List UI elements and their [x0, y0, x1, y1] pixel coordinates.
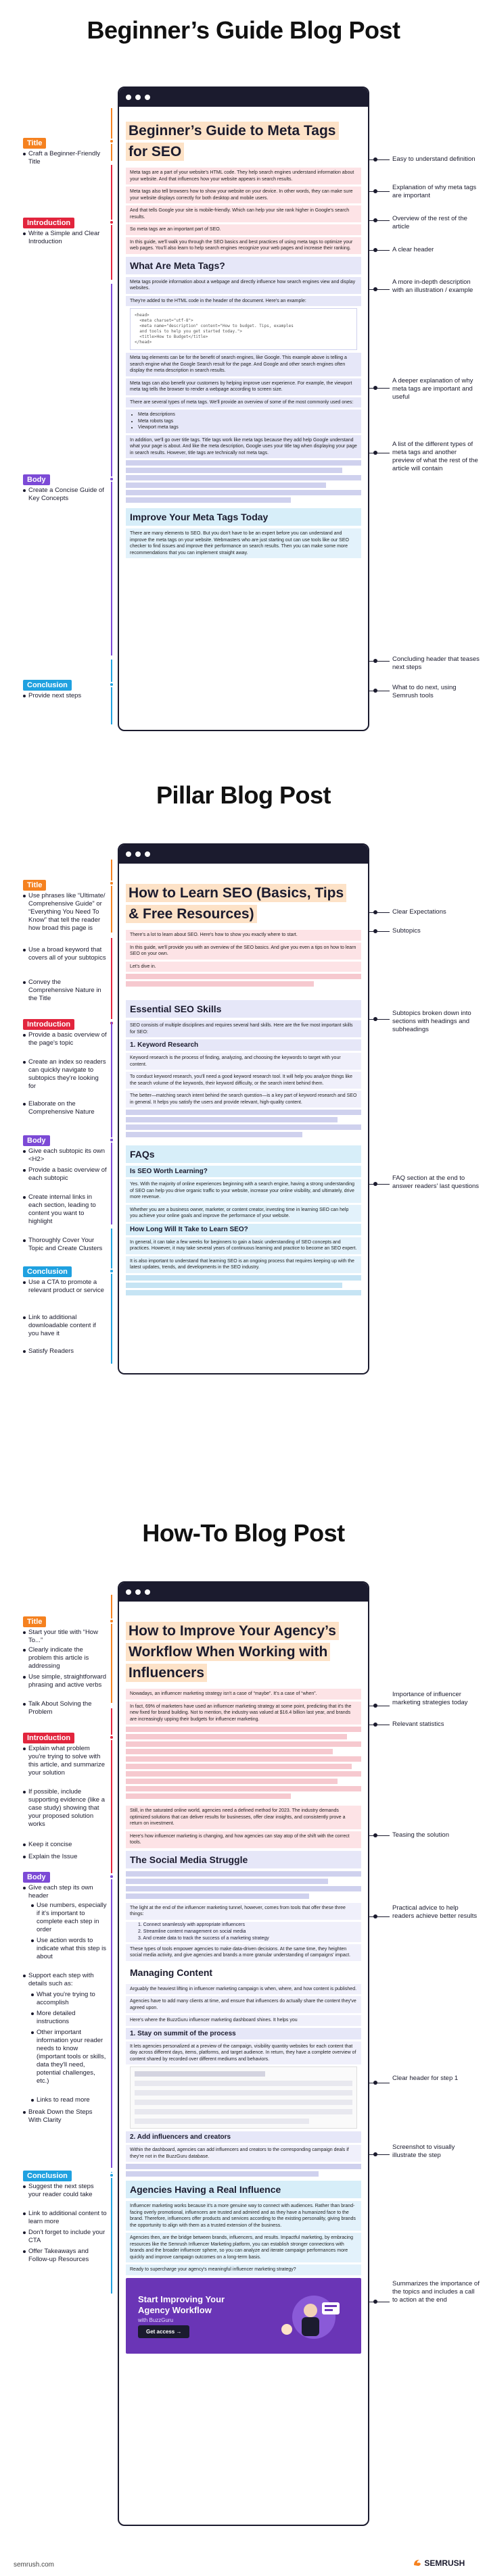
left-item: Talk About Solving the Problem [28, 1700, 107, 1716]
conclusion-paragraph: Ready to supercharge your agency's meaningful influencer marketing strategy? [126, 2264, 361, 2275]
placeholder-line [126, 1741, 361, 1747]
placeholder-line [126, 1771, 361, 1777]
screenshot-row [135, 2100, 352, 2105]
list-item: • Meta descriptions [138, 412, 357, 418]
left-item: If possible, include supporting evidence (like a case study) showing that your proposed solution works [28, 1788, 107, 1829]
post-title: How to Learn SEO (Basics, Tips & Free Resources) [126, 884, 346, 923]
left-item: Keep it concise [28, 1841, 107, 1849]
body-paragraph: The light at the end of the influencer marketing tunnel, however, comes from tools that offer these three things: [126, 1903, 361, 1920]
left-item: Start your title with “How To...” [28, 1629, 107, 1645]
body-dot [109, 1874, 114, 1879]
label-introduction: Introduction [23, 1019, 74, 1030]
left-item: Give each subtopic its own <H2> [28, 1147, 107, 1164]
connector-dot [373, 1723, 377, 1727]
body-paragraph: Within the dashboard, agencies can add influencers and creators to the corresponding campaign deals if they're not in the BuzzGuru database. [126, 2145, 361, 2162]
placeholder-line [126, 1132, 302, 1137]
left-item: Provide a basic overview of the page's topic [28, 1031, 107, 1047]
body-paragraph: Arguably the heaviest lifting in influencer marketing campaign is when, where, and how content is published. [126, 1984, 361, 1995]
conclusion-bar [111, 2172, 112, 2294]
label-body: Body [23, 1872, 50, 1883]
faq-question: Is SEO Worth Learning? [126, 1166, 361, 1177]
conclusion-paragraph: Agencies then, are the bridge between brands, influencers, and results. Impactful marketing, by embracing resources like the Semrush Influencer Marketing platform, you can establish stronger connections with brands and the broader influencer sphere, so you can analyze and iterate campaign performances more quickly and improve campaign outcomes on a long-term basis. [126, 2233, 361, 2262]
body-paragraph: They're added to the HTML code in the header of the document. Here's an example: [126, 296, 361, 307]
connector [369, 661, 390, 662]
annotation: Relevant statistics [392, 1720, 444, 1728]
body-paragraph: Meta tags can also benefit your customers by helping improve user experience. For example, the viewport meta tag tells the browser to render a webpage according to screen size. [126, 378, 361, 395]
placeholder-line [126, 1786, 361, 1791]
left-item: Explain the Issue [28, 1853, 107, 1861]
connector-dot [373, 659, 377, 663]
left-item: Clearly indicate the problem this article is addressing [28, 1646, 107, 1670]
connector-dot [373, 287, 377, 291]
section-heading: What Are Meta Tags? [126, 257, 361, 274]
placeholder-line [126, 1893, 309, 1899]
intro-paragraph: Here's how influencer marketing is changing, and how agencies can stay atop of the shift with the correct tools. [126, 1831, 361, 1848]
left-item: Support each step with details such as: [28, 1972, 107, 1988]
list-item: 1. Connect seamlessly with appropriate influencers [138, 1922, 245, 1927]
left-item: Create internal links in each section, leading to content you want to highlight [28, 1193, 107, 1226]
step-heading: 2. Add influencers and creators [126, 2131, 361, 2143]
conclusion-dot [109, 682, 114, 687]
body-paragraph: To conduct keyword research, you'll need a good keyword research tool. It will help you analyze things like the search volume of the keywords, their keyword difficulty, or the search intent behind them. [126, 1072, 361, 1089]
placeholder-line [126, 1886, 361, 1891]
label-title: Title [23, 1616, 46, 1627]
body-paragraph: Agencies have to add many clients at time, and ensure that influencers do actually share the content they've agreed upon. [126, 1996, 361, 2013]
connector [369, 250, 390, 251]
title-dot [109, 1618, 114, 1624]
body-bar [111, 1877, 112, 2168]
subsection-heading: Managing Content [126, 1964, 361, 1981]
left-item: Use a CTA to promote a relevant product or service [28, 1279, 107, 1295]
cta-title: Start Improving Your Agency Workflow [138, 2294, 225, 2315]
intro-paragraph: Nowadays, an influencer marketing strategy isn't a case of “maybe”. It's a case of “when”. [126, 1689, 361, 1700]
left-item: Link to additional content to learn more [28, 2210, 107, 2226]
connector-dot [373, 1017, 377, 1021]
intro-paragraph: Still, in the saturated online world, agencies need a defined method for 2023. The industry demands optimized solutions that can deliver results for businesses, offer clear insights, and consistently prove a return on investment. [126, 1806, 361, 1829]
conclusion-paragraph: There are many elements to SEO. But you don't have to be an expert before you can understand and improve the meta tags on your website. Webmasters who are just starting out can use tools like our SEO checker to find issues and improve their performance on search results. Then you can make some more recommendations that you can implement straight away. [126, 528, 361, 558]
placeholder-line [126, 482, 326, 488]
label-body: Body [23, 474, 50, 485]
body-paragraph: These types of tools empower agencies to make data-driven decisions. At the same time, they heighten social media activity, and give agencies and brands a more granular understanding of campaigns' impact. [126, 1944, 361, 1961]
placeholder-line [126, 1764, 352, 1769]
connector [369, 388, 390, 389]
title-bar [111, 1595, 112, 1703]
blog-mockup-beginner [118, 86, 369, 731]
placeholder-line [126, 1283, 342, 1288]
intro-bar [111, 1708, 112, 1873]
left-item: Break Down the Steps With Clarity [28, 2108, 107, 2125]
blog-mockup-pillar [118, 843, 369, 1374]
label-title: Title [23, 138, 46, 149]
body-paragraph: SEO consists of multiple disciplines and requires several hard skills. Here are the five most important skills for SEO: [126, 1020, 361, 1037]
placeholder-line [126, 2164, 361, 2169]
body-paragraph: Meta tags provide information about a webpage and directly influence how search engines view and display websites. [126, 277, 361, 294]
left-item: Offer Takeaways and Follow-up Resources [28, 2248, 107, 2264]
annotation: A clear header [392, 246, 434, 253]
faq-question: How Long Will It Take to Learn SEO? [126, 1224, 361, 1235]
body-paragraph: The better—matching search intent behind the search question—is a key part of keyword research and SEO in general. It helps you satisfy the users and provide relevant, high-quality content. [126, 1091, 361, 1108]
left-item: Other important information your reader needs to know (important tools or skills, data they'll need, potential challenges, etc.) [37, 2029, 107, 2085]
intro-paragraph: And that tells Google your site is mobile-friendly. Which can help your site rank higher in Google's search results. [126, 205, 361, 222]
body-paragraph: In addition, we'll go over title tags. Title tags work like meta tags because they add help Google understand what your page is about. And like the meta description, Google uses your title tag when displaying your page in search results. However, title tags are technically not meta tags. [126, 435, 361, 459]
body-paragraph: It lets agencies personalized at a preview of the campaign, visibility quantity websites for each content that day across different days, items, platforms, and target audience. In return, they have a complete overview of content shared by recorded over different mediums and behaviors. [126, 2041, 361, 2065]
conclusion-bar [111, 660, 112, 724]
left-item: Use phrases like “Ultimate/ Comprehensive Guide” or “Everything You Need To Know” that tell the reader how broad this page is [28, 892, 107, 933]
connector [369, 1916, 390, 1917]
post-title: Beginner’s Guide to Meta Tags for SEO [126, 122, 339, 161]
placeholder-line [126, 981, 314, 987]
section-heading: Essential SEO Skills [126, 1000, 361, 1018]
annotation: Explanation of why meta tags are important [392, 184, 477, 199]
connector-dot [373, 2081, 377, 2085]
connector [369, 191, 390, 192]
connector-dot [373, 248, 377, 252]
left-item: Elaborate on the Comprehensive Nature [28, 1100, 107, 1116]
annotation: What to do next, using Semrush tools [392, 684, 457, 699]
placeholder-line [126, 1110, 361, 1115]
conclusion-heading: Improve Your Meta Tags Today [126, 508, 361, 526]
faq-heading: FAQs [126, 1145, 361, 1163]
annotation: A deeper explanation of why meta tags are important and useful [392, 377, 473, 401]
connector-dot [373, 689, 377, 693]
body-paragraph: Meta tag elements can be for the benefit of search engines, like Google. This example above is telling a search engine what the Google Search result for the page. And Google and other search engines often display the meta description in search results. [126, 353, 361, 376]
faq-answer: Yes. With the majority of online experiences beginning with a search engine, having a strong understanding of SEO can help you drive organic traffic to your website, increase your online visibility, and ultimately, drive more revenue. [126, 1179, 361, 1203]
blog-mockup-howto [118, 1581, 369, 2526]
conclusion-bar [111, 1229, 112, 1364]
title-bar [111, 108, 112, 161]
intro-paragraph: Meta tags are a part of your website's HTML code. They help search engines understand information about your website. And that influences how your website appears in search results. [126, 168, 361, 184]
placeholder-line [126, 490, 361, 495]
left-item: Use a broad keyword that covers all of your subtopics [28, 946, 107, 962]
logo-text: SEMRUSH [424, 2558, 465, 2568]
connector-dot [373, 910, 377, 914]
connector-dot [373, 1182, 377, 1186]
placeholder-line [126, 1727, 361, 1732]
left-item: Write a Simple and Clear Introduction [28, 230, 107, 246]
annotation: Screenshot to visually illustrate the step [392, 2144, 455, 2159]
footer-domain[interactable]: semrush.com [14, 2561, 55, 2569]
connector [369, 1835, 390, 1836]
connector-dot [373, 1833, 377, 1837]
annotation: A more in-depth description with an illustration / example [392, 278, 473, 294]
body-paragraph: There are several types of meta tags. We'll provide an overview of some of the most commonly used ones: [126, 397, 361, 408]
annotation: Subtopics [392, 927, 421, 935]
left-item: Create an index so readers can quickly navigate to subtopics they're looking for [28, 1058, 107, 1091]
connector-dot [373, 2152, 377, 2156]
faq-answer: In general, it can take a few weeks for beginners to gain a basic understanding of SEO concepts and practices. However, it may take several years of continuous learning and practice to become an SEO expert. [126, 1237, 361, 1254]
left-item: Use numbers, especially if it's important to complete each step in order [37, 1902, 107, 1934]
meta-tag-list [126, 410, 361, 433]
placeholder-line [126, 2171, 319, 2177]
connector [369, 159, 390, 160]
placeholder-line [126, 1871, 361, 1877]
placeholder-line [126, 1275, 361, 1281]
connector [369, 1184, 390, 1185]
label-body: Body [23, 1135, 50, 1146]
section-heading: The Social Media Struggle [126, 1851, 361, 1868]
annotation: Overview of the rest of the article [392, 215, 467, 230]
intro-bar [111, 938, 112, 1019]
cta-banner [126, 2278, 361, 2354]
section-title-pillar: Pillar Blog Post [156, 781, 331, 809]
body-bar [111, 1022, 112, 1224]
label-introduction: Introduction [23, 218, 74, 228]
connector [369, 2154, 390, 2155]
numbered-list [126, 1922, 361, 1942]
placeholder-line [126, 1290, 361, 1295]
window-bar [119, 845, 368, 864]
annotation: Summarizes the importance of the topics and includes a call to action at the end [392, 2280, 480, 2304]
annotation: Subtopics broken down into sections with headings and subheadings [392, 1010, 471, 1033]
list-item: • Viewport meta tags [138, 424, 357, 431]
connector-dot [373, 451, 377, 455]
connector [369, 912, 390, 913]
placeholder-line [126, 1749, 333, 1754]
flame-icon [413, 2558, 422, 2567]
intro-paragraph: Let's dive in. [126, 962, 361, 972]
list-item: 3. And create data to track the success of a marketing strategy [138, 1935, 269, 1941]
list-item: 2. Streamline content management on social media [138, 1929, 246, 1934]
label-conclusion: Conclusion [23, 2171, 72, 2181]
illustration-icon [273, 2290, 348, 2344]
label-conclusion: Conclusion [23, 680, 72, 691]
annotation: A list of the different types of meta tags and another preview of what the rest of the article will contain [392, 441, 478, 472]
left-item: Links to read more [37, 2096, 107, 2104]
connector-dot [373, 218, 377, 222]
placeholder-line [126, 1124, 361, 1130]
placeholder-line [126, 1756, 361, 1762]
left-item: Suggest the next steps your reader could take [28, 2183, 107, 2199]
cta-button[interactable]: Get access → [138, 2325, 189, 2338]
left-item: Use simple, straightforward phrasing and active verbs [28, 1673, 107, 1689]
body-dot [109, 1137, 114, 1143]
list-item: • Meta robots tags [138, 418, 357, 425]
conclusion-heading: Agencies Having a Real Influence [126, 2181, 361, 2198]
intro-paragraph: So meta tags are an important part of SEO. [126, 224, 361, 235]
step-heading: 1. Stay on summit of the process [126, 2028, 361, 2039]
intro-paragraph: There's a lot to learn about SEO. Here's how to show you exactly where to start. [126, 930, 361, 941]
intro-dot [109, 1735, 114, 1740]
left-item: Provide next steps [28, 692, 107, 700]
connector-dot [373, 157, 377, 162]
left-item: More detailed instructions [37, 2010, 107, 2026]
window-bar [119, 1583, 368, 1602]
annotation: Easy to understand definition [392, 155, 476, 163]
placeholder-line [126, 1879, 328, 1884]
left-item: Create a Concise Guide of Key Concepts [28, 487, 107, 503]
placeholder-line [126, 497, 291, 503]
connector [369, 289, 390, 290]
label-introduction: Introduction [23, 1733, 74, 1743]
connector [369, 220, 390, 221]
left-item: What you're trying to accomplish [37, 1991, 107, 2007]
connector-dot [373, 386, 377, 390]
connector-dot [373, 189, 377, 193]
left-item: Satisfy Readers [28, 1347, 107, 1356]
placeholder-line [126, 460, 361, 466]
conclusion-paragraph: Influencer marketing works because it's a more genuine way to connect with audiences. Rather than brand-facing overly promotional, influencers are trusted and admired and as they have a humanized face to the brand. Therefore, influencers offer products and services according to the existing personality, giving brands the opportunity to align with them as a trusted extension of the business. [126, 2201, 361, 2231]
intro-paragraph: In this guide, we'll provide you with an overview of the SEO basics. And give you even a tips on how to learn SEO on your own. [126, 943, 361, 960]
intro-paragraph: Meta tags also tell browsers how to show your website on your device. In other words, they can make sure your website displays correctly for both desktop and mobile users. [126, 187, 361, 203]
left-item: Use action words to indicate what this step is about [37, 1937, 107, 1961]
placeholder-line [126, 475, 361, 480]
intro-paragraph: In this guide, we'll walk you through the SEO basics and best practices of using meta tags to optimize your web pages. You'll also learn to help search engines recognize your web pages and increase their ranking. [126, 237, 361, 254]
annotation: Importance of influencer marketing strategies today [392, 1691, 468, 1706]
title-bar [111, 860, 112, 933]
annotation: Concluding header that teases next steps [392, 655, 480, 671]
screenshot-row [135, 2090, 352, 2096]
left-item: Thoroughly Cover Your Topic and Create Clusters [28, 1237, 107, 1253]
placeholder-line [126, 1734, 347, 1739]
placeholder-line [126, 468, 342, 473]
connector [369, 1019, 390, 1020]
body-dot [109, 476, 114, 482]
dashboard-screenshot [130, 2066, 357, 2129]
connector-dot [373, 929, 377, 933]
body-paragraph: Keyword research is the process of finding, analyzing, and choosing the keywords to target with your content. [126, 1053, 361, 1070]
annotation: Teasing the solution [392, 1831, 449, 1839]
conclusion-dot [109, 1268, 114, 1274]
left-item: Explain what problem you're trying to solve with this article, and summarize your solution [28, 1745, 107, 1777]
connector-dot [373, 1704, 377, 1708]
screenshot-row [135, 2081, 352, 2086]
intro-paragraph: In fact, 69% of marketers have used an influencer marketing strategy at some point, predicting that it's the new fixed for brand building. Not to mention, the industry was valued at $16.4 billion last year, and brands are increasingly upping their budgets for influencer marketing. [126, 1702, 361, 1725]
title-dot [109, 139, 114, 144]
placeholder-line [126, 1117, 338, 1122]
label-conclusion: Conclusion [23, 1266, 72, 1277]
code-example: <head> <meta charset="utf-8"> <meta name="description" content="How to budget. Tips, examples and tools to help you get started today."> <title>How to Budget</title> </head> [130, 308, 357, 350]
left-item: Give each step its own header [28, 1884, 107, 1900]
placeholder-line [126, 1793, 291, 1799]
semrush-logo [413, 2558, 465, 2568]
placeholder-line [126, 974, 361, 979]
annotation: FAQ section at the end to answer readers' last questions [392, 1174, 480, 1190]
annotation: Clear Expectations [392, 908, 446, 916]
screenshot-row [135, 2071, 265, 2077]
annotation: Clear header for step 1 [392, 2075, 459, 2082]
section-title-beginner: Beginner’s Guide Blog Post [87, 16, 400, 44]
connector-dot [373, 2300, 377, 2304]
connector-dot [373, 1914, 377, 1918]
cta-subtitle: with BuzzGuru [138, 2317, 174, 2323]
left-item: Provide a basic overview of each subtopic [28, 1166, 107, 1183]
intro-dot [109, 220, 114, 225]
screenshot-row [135, 2109, 352, 2114]
section-title-howto: How-To Blog Post [142, 1519, 345, 1547]
left-item: Craft a Beginner-Friendly Title [28, 150, 107, 166]
body-bar [111, 284, 112, 655]
left-item: Don't forget to include your CTA [28, 2229, 107, 2245]
subsection-heading: 1. Keyword Research [126, 1039, 361, 1051]
post-title: How to Improve Your Agency’s Workflow When Working with Influencers [126, 1622, 339, 1682]
faq-answer: It is also important to understand that learning SEO is an ongoing process that requires keeping up with the latest updates, trends, and developments in the SEO industry. [126, 1256, 361, 1273]
placeholder-line [126, 1779, 338, 1784]
window-bar [119, 88, 368, 107]
annotation: Practical advice to help readers achieve better results [392, 1904, 478, 1920]
title-dot [109, 881, 114, 886]
conclusion-dot [109, 2173, 114, 2178]
left-item: Link to additional downloadable content if you have it [28, 1314, 107, 1338]
screenshot-row [135, 2119, 309, 2124]
left-item: Convey the Comprehensive Nature in the Title [28, 979, 107, 1003]
label-title: Title [23, 880, 46, 891]
faq-answer: Whether you are a business owner, marketer, or content creator, investing time in learning SEO can help you achieve your online goals and improve the performance of your website. [126, 1205, 361, 1222]
connector [369, 931, 390, 932]
body-paragraph: Here's where the BuzzGuru influencer marketing dashboard shines. It helps you [126, 2015, 361, 2026]
